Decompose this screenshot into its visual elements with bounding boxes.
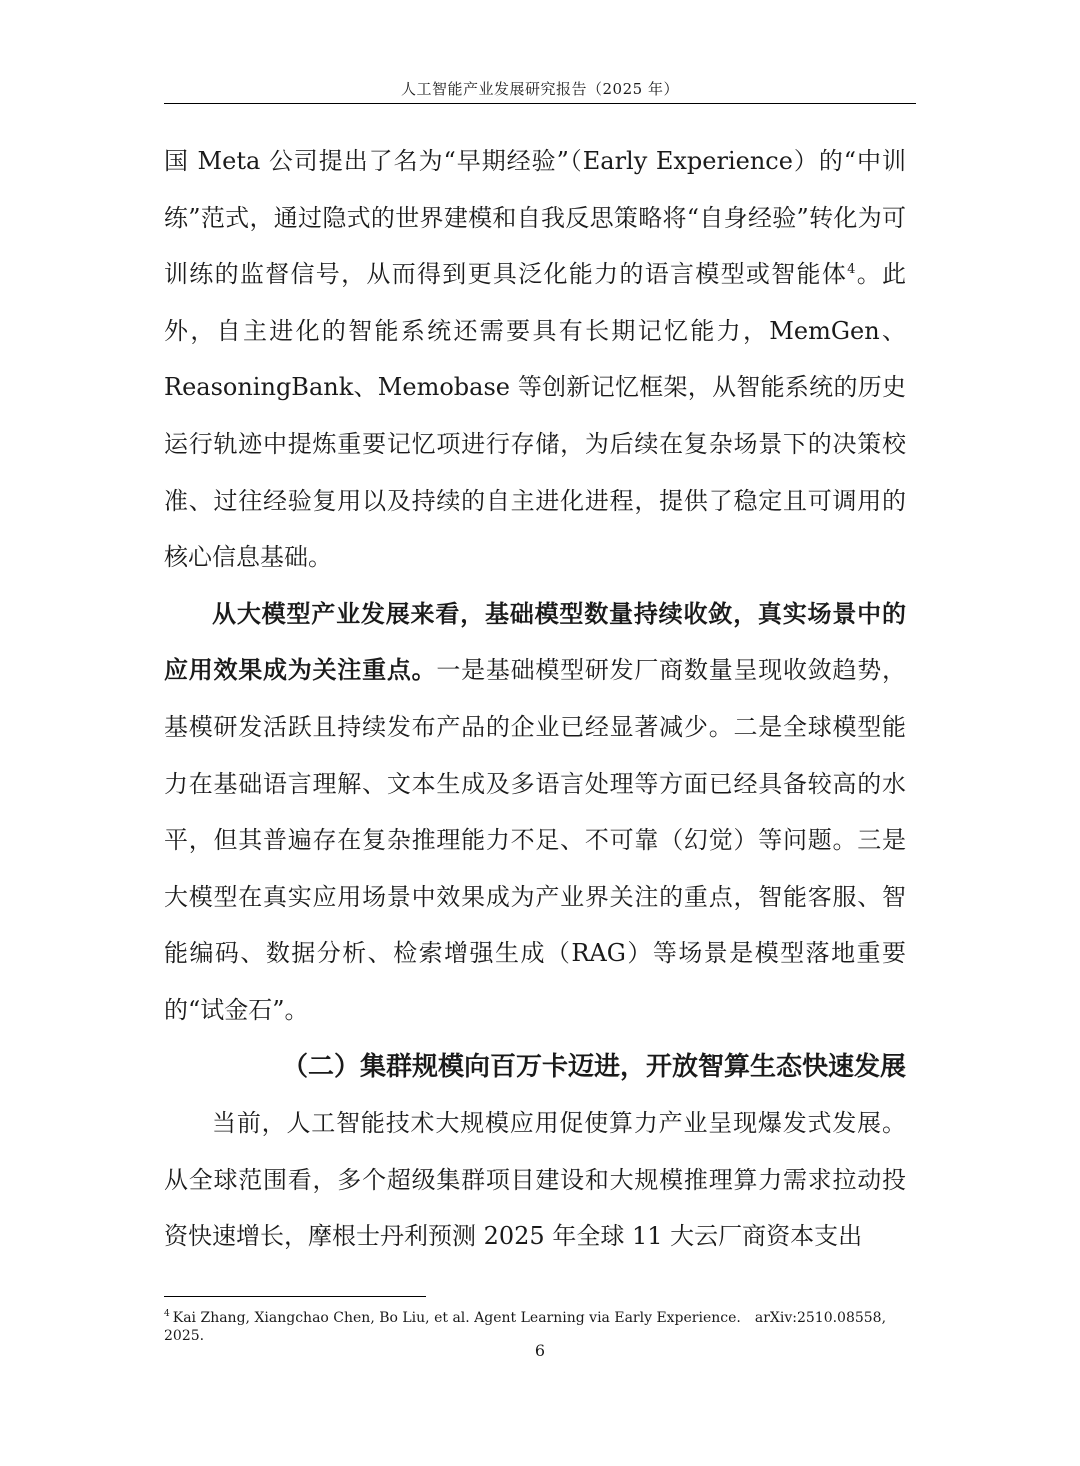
paragraph-compute [164,1095,906,1265]
footnote-number: 4 [164,1309,170,1320]
page-number: 6 [534,1341,546,1360]
paragraph-memory [164,133,906,586]
paragraph-model-industry [164,586,906,1039]
paragraph-lead-bold: 从大模型产业发展来看，基础模型数量持续收敛，真实场景中的应用效果成为关注重点。 [164,598,906,685]
footnote [164,1309,924,1345]
paragraph-memory-text-a: 国 Meta 公司提出了名为“早期经验”（Early Experience）的“中训练”范式，通过隐式的世界建模和自我反思策略将“自身经验”转化为可训练的监督信号，从而得到更具泛化能力的语言模型或智能体 [164,147,906,289]
running-header: 人工智能产业发展研究报告（2025 年） [401,80,679,98]
footnote-divider [164,1296,426,1297]
section-heading: （二）集群规模向百万卡迈进，开放智算生态快速发展 [281,1051,906,1082]
paragraph-model-industry-text: 一是基础模型研发厂商数量呈现收敛趋势，基模研发活跃且持续发布产品的企业已经显著减少。二是全球模型能力在基础语言理解、文本生成及多语言处理等方面已经具备较高的水平，但其普遍存在复杂推理能力不足、不可靠（幻觉）等问题。三是大模型在真实应用场景中效果成为产业界关注的重点，智能客服、智能编码、数据分析、检索增强生成（RAG）等场景是模型落地重要的“试金石”。 [164,656,907,1024]
main-body [164,133,906,1265]
footnote-reference[interactable]: 4 [847,262,856,278]
footnote-arxiv: arXiv:2510.08558, 2025. [164,1310,887,1344]
paragraph-memory-text-b: 。此外，自主进化的智能系统还需要具有长期记忆能力，MemGen、ReasoningBank、Memobase 等创新记忆框架，从智能系统的历史运行轨迹中提炼重要记忆项进行存储，为后续在复杂场景下的决策校准、过往经验复用以及持续的自主进化进程，提供了稳定且可调用的核心信息基础。 [164,260,907,572]
paragraph-compute-text: 当前，人工智能技术大规模应用促使算力产业呈现爆发式发展。从全球范围看，多个超级集群项目建设和大规模推理算力需求拉动投资快速增长，摩根士丹利预测 2025 年全球 11 大云厂商资本支出 [164,1109,906,1251]
header-divider [164,103,916,104]
footnote-citation: Kai Zhang, Xiangchao Chen, Bo Liu, et al. Agent Learning via Early Experience. [172,1310,741,1326]
